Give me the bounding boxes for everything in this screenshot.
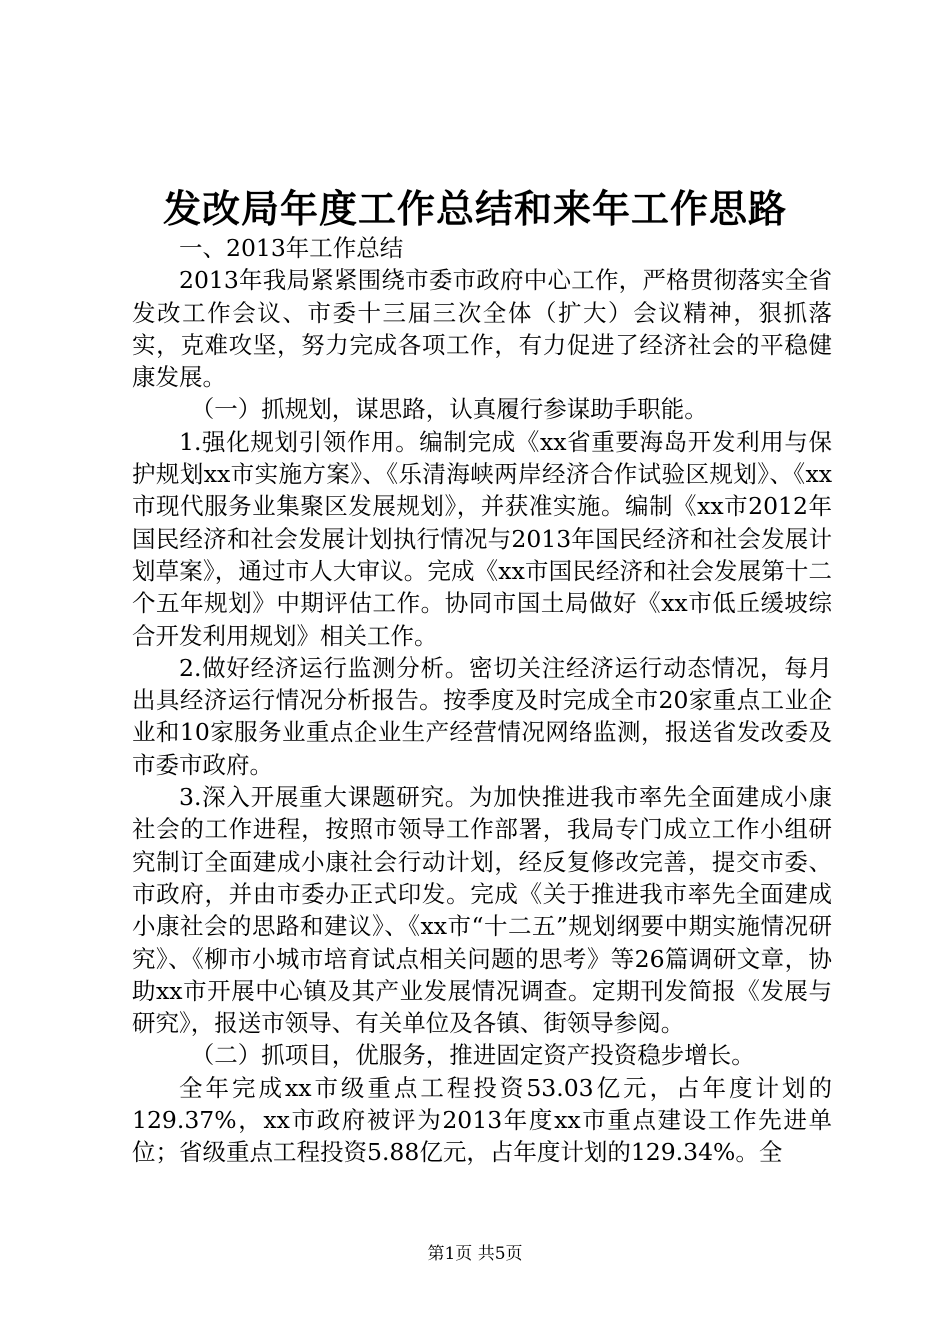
paragraph: 3.深入开展重大课题研究。为加快推进我市率先全面建成小康社会的工作进程，按照市领导工作部署，我局专门成立工作小组研究制订全面建成小康社会行动计划，经反复修改完善，提交市委、市政府，并由市委办正式印发。完成《关于推进我市率先全面建成小康社会的思路和建议》、《xx市“十二五”规划纲要中期实施情况研究》、《柳市小城市培育试点相关问题的思考》等26篇调研文章，协助xx市开展中心镇及其产业发展情况调查。定期刊发简报《发展与研究》，报送市领导、有关单位及各镇、街领导参阅。 bbox=[132, 783, 832, 1038]
paragraph: 全年完成xx市级重点工程投资53.03亿元，占年度计划的129.37%，xx市政府被评为2013年度xx市重点建设工作先进单位；省级重点工程投资5.88亿元，占年度计划的129.34%。全 bbox=[132, 1073, 832, 1167]
paragraph: 2.做好经济运行监测分析。密切关注经济运行动态情况，每月出具经济运行情况分析报告。按季度及时完成全市20家重点工业企业和10家服务业重点企业生产经营情况网络监测，报送省发改委及市委市政府。 bbox=[132, 653, 832, 779]
document-title: 发改局年度工作总结和来年工作思路 bbox=[162, 186, 787, 231]
paragraph: 1.强化规划引领作用。编制完成《xx省重要海岛开发利用与保护规划xx市实施方案》、《乐清海峡两岸经济合作试验区规划》、《xx市现代服务业集聚区发展规划》，并获准实施。编制《xx市2012年国民经济和社会发展计划执行情况与2013年国民经济和社会发展计划草案》，通过市人大审议。完成《xx市国民经济和社会发展第十二个五年规划》中期评估工作。协同市国土局做好《xx市低丘缓坡综合开发利用规划》相关工作。 bbox=[132, 427, 832, 650]
document-body bbox=[132, 232, 832, 1169]
page-footer: 第1页 共5页 bbox=[427, 1244, 523, 1264]
subsection-heading: （二）抓项目，优服务，推进固定资产投资稳步增长。 bbox=[190, 1041, 755, 1070]
paragraph: 2013年我局紧紧围绕市委市政府中心工作，严格贯彻落实全省发改工作会议、市委十三届三次全体（扩大）会议精神，狠抓落实，克难攻坚，努力完成各项工作，有力促进了经济社会的平稳健康发展。 bbox=[132, 266, 832, 392]
section-heading: 一、2013年工作总结 bbox=[179, 234, 404, 262]
subsection-heading: （一）抓规划，谋思路，认真履行参谋助手职能。 bbox=[190, 395, 708, 424]
